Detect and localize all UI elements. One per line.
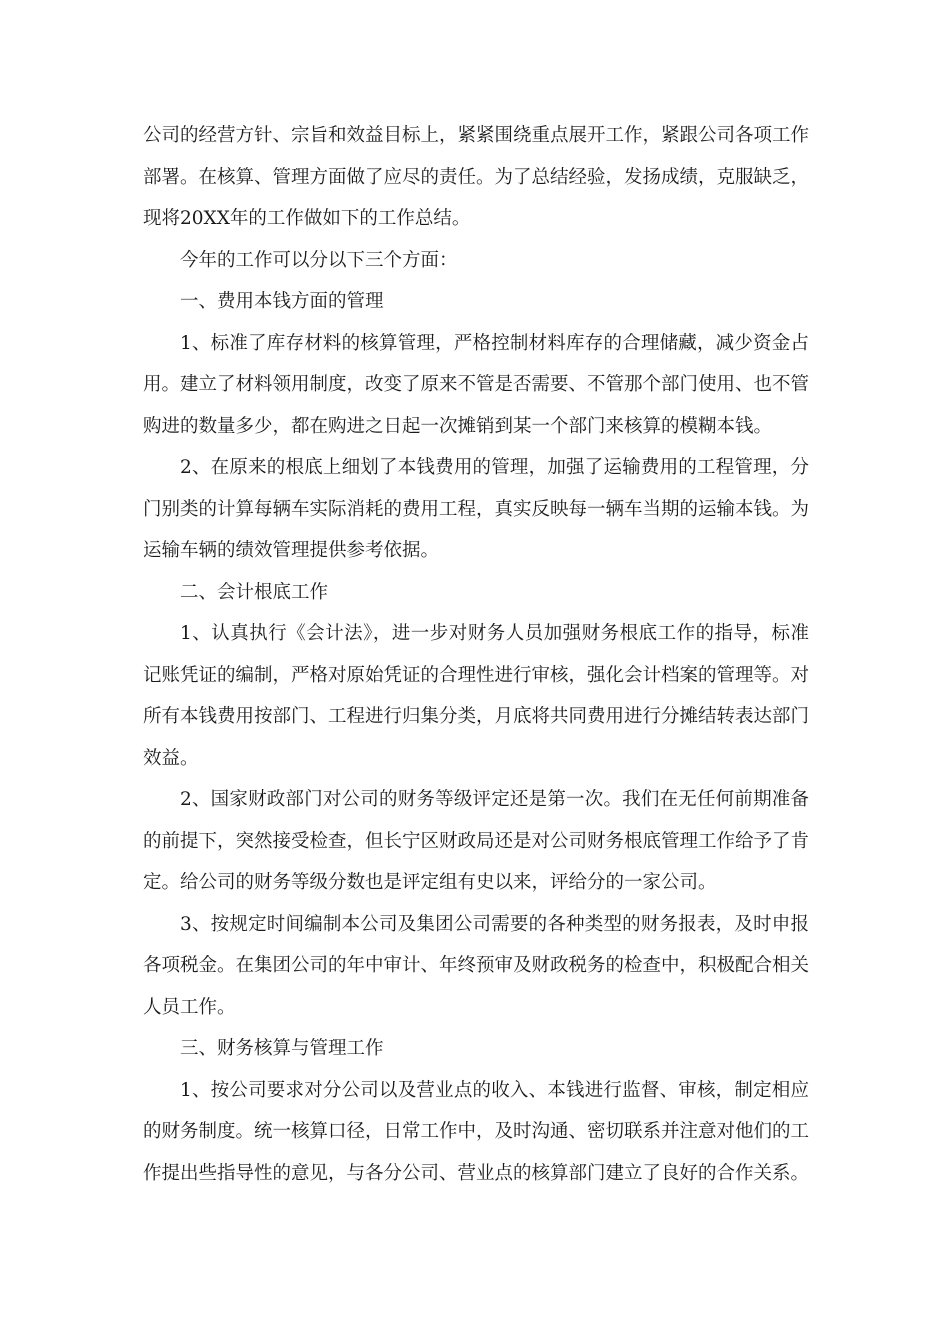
paragraph: 1、认真执行《会计法》，进一步对财务人员加强财务根底工作的指导，标准记账凭证的编制，严格对原始凭证的合理性进行审核，强化会计档案的管理等。对所有本钱费用按部门、工程进行归集分类，月底将共同费用进行分摊结转表达部门效益。 xyxy=(143,623,810,769)
paragraph: 2、在原来的根底上细划了本钱费用的管理，加强了运输费用的工程管理，分门别类的计算每辆车实际消耗的费用工程，真实反映每一辆车当期的运输本钱。为运输车辆的绩效管理提供参考依据。 xyxy=(143,457,810,561)
paragraph: 2、国家财政部门对公司的财务等级评定还是第一次。我们在无任何前期准备的前提下，突然接受检查，但长宁区财政局还是对公司财务根底管理工作给予了肯定。给公司的财务等级分数也是评定组有史以来，评给分的一家公司。 xyxy=(143,789,810,893)
paragraph: 1、标准了库存材料的核算管理，严格控制材料库存的合理储藏，减少资金占用。建立了材料领用制度，改变了原来不管是否需要、不管那个部门使用、也不管购进的数量多少，都在购进之日起一次摊销到某一个部门来核算的模糊本钱。 xyxy=(143,332,810,437)
section-heading: 三、财务核算与管理工作 xyxy=(180,1038,384,1059)
paragraph: 今年的工作可以分以下三个方面： xyxy=(180,249,458,271)
paragraph: 3、按规定时间编制本公司及集团公司需要的各种类型的财务报表，及时申报各项税金。在集团公司的年中审计、年终预审及财政税务的检查中，积极配合相关人员工作。 xyxy=(143,913,810,1018)
paragraph: 公司的经营方针、宗旨和效益目标上，紧紧围绕重点展开工作，紧跟公司各项工作部署。在核算、管理方面做了应尽的责任。为了总结经验，发扬成绩，克服缺乏，现将20XX年的工作做如下的工作总结。 xyxy=(143,125,810,229)
document-body xyxy=(143,115,809,1194)
section-heading: 一、费用本钱方面的管理 xyxy=(180,291,384,312)
paragraph: 1、按公司要求对分公司以及营业点的收入、本钱进行监督、审核，制定相应的财务制度。统一核算口径，日常工作中，及时沟通、密切联系并注意对他们的工作提出些指导性的意见，与各分公司、营业点的核算部门建立了良好的合作关系。 xyxy=(143,1079,810,1184)
section-heading: 二、会计根底工作 xyxy=(180,581,329,603)
